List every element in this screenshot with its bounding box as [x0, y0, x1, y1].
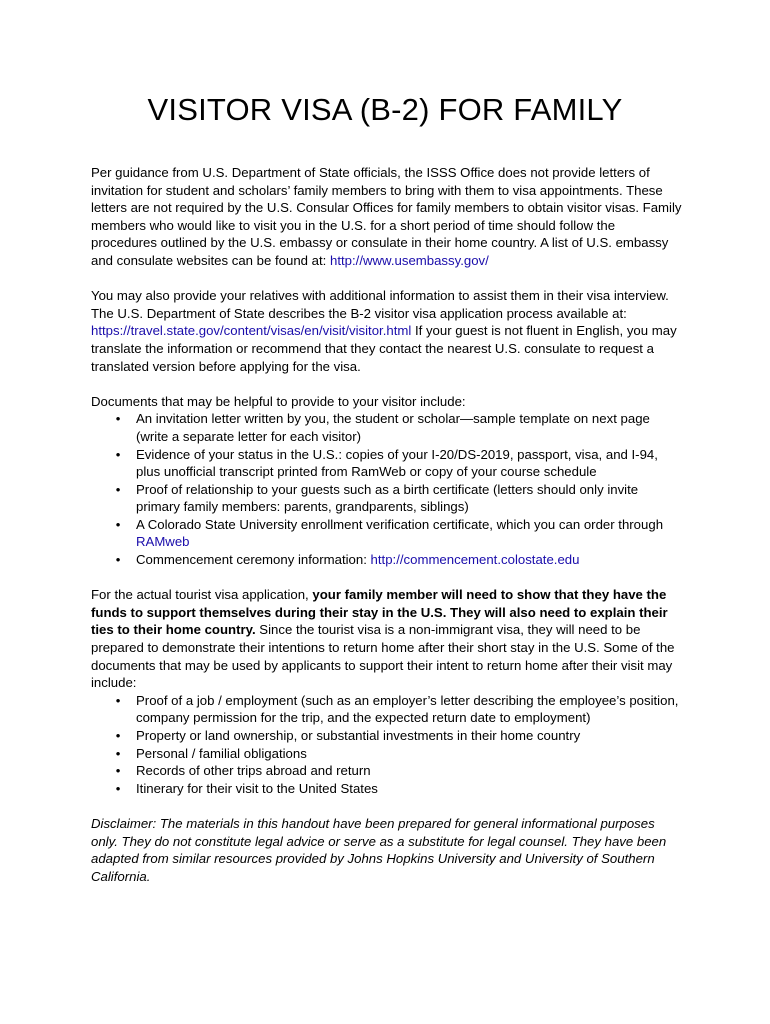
list-item	[91, 727, 683, 745]
list-item-text: A Colorado State University enrollment verification certificate, which you can order through	[136, 516, 664, 532]
documents-section	[91, 393, 683, 569]
list-item-text: Proof of relationship to your guests such as a birth certificate (letters should only invite primary family members: parents, grandparents, siblings)	[136, 481, 639, 515]
bullet-icon: •	[115, 552, 121, 568]
bullet-icon: •	[115, 446, 121, 462]
disclaimer: Disclaimer: The materials in this handout have been prepared for general informational purposes only. They do not constitute legal advice or serve as a substitute for legal counsel. They have been adapted from similar resources provided by Johns Hopkins University and University of Southern California.	[91, 815, 667, 884]
additional-info-text: You may also provide your relatives with additional information to assist them in their visa interview. The U.S. Department of State describes the B-2 visitor visa application process available at:	[91, 288, 669, 321]
list-item-text: Itinerary for their visit to the United States	[136, 780, 378, 796]
documents-intro: Documents that may be helpful to provide to your visitor include:	[91, 393, 466, 409]
list-item	[91, 446, 683, 481]
list-item	[91, 745, 683, 763]
list-item	[91, 516, 683, 551]
ties-list	[91, 692, 683, 798]
additional-info-text-after: If your guest is not fluent in English, you may translate the information or recommend that they contact the nearest U.S. consulate to request a translated version before applying for the visa.	[91, 323, 677, 374]
bullet-icon: •	[115, 692, 121, 708]
bullet-icon: •	[115, 411, 121, 427]
list-item	[91, 410, 683, 445]
travel-state-link[interactable]: https://travel.state.gov/content/visas/en/visit/visitor.html	[91, 323, 412, 339]
list-item	[91, 551, 683, 569]
additional-info-paragraph	[91, 287, 683, 375]
bullet-icon: •	[115, 481, 121, 497]
tourist-visa-rest: Since the tourist visa is a non-immigrant visa, they will need to be prepared to demonstrate their intentions to return home after their short stay in the U.S. Some of the documents that may be used by applicants to support their intent to return home after their visit may include:	[91, 622, 675, 691]
bullet-icon: •	[115, 516, 121, 532]
usembassy-link[interactable]: http://www.usembassy.gov/	[330, 252, 489, 268]
guidance-text: Per guidance from U.S. Department of State officials, the ISSS Office does not provide letters of invitation for student and scholars’ family members to bring with them to visa appointments. These letters are not required by the U.S. Consular Offices for family members to obtain visitor visas. Family members who would like to visit you in the U.S. for a short period of time should follow the procedures outlined by the U.S. embassy or consulate in their home country. A list of U.S. embassy and consulate websites can be found at:	[91, 165, 682, 268]
list-item	[91, 762, 683, 780]
commencement-link[interactable]: http://commencement.colostate.edu	[370, 552, 580, 568]
documents-list	[91, 410, 683, 568]
list-item-text: An invitation letter written by you, the student or scholar—sample template on next page (write a separate letter for each visitor)	[136, 411, 650, 444]
document-body	[91, 164, 683, 885]
page-title: VISITOR VISA (B-2) FOR FAMILY	[147, 92, 623, 127]
bullet-icon: •	[115, 780, 121, 796]
bullet-icon: •	[115, 728, 121, 743]
bullet-icon: •	[115, 745, 121, 761]
list-item	[91, 692, 683, 727]
list-item-text: Property or land ownership, or substantial investments in their home country	[136, 728, 581, 743]
list-item-text: Records of other trips abroad and return	[136, 763, 371, 779]
tourist-visa-lead: For the actual tourist visa application,	[91, 587, 313, 603]
list-item	[91, 780, 683, 798]
ramweb-link[interactable]: RAMweb	[136, 534, 190, 550]
list-item-text: Commencement ceremony information:	[136, 552, 371, 568]
list-item-text: Personal / familial obligations	[136, 745, 307, 761]
list-item	[91, 481, 683, 516]
tourist-visa-section	[91, 586, 683, 797]
tourist-visa-paragraph	[91, 586, 683, 692]
guidance-paragraph	[91, 164, 683, 270]
list-item-text: Proof of a job / employment (such as an employer’s letter describing the employee’s position, company permission for the trip, and the expected return date to employment)	[136, 692, 679, 726]
list-item-text: Evidence of your status in the U.S.: copies of your I-20/DS-2019, passport, visa, and I-94, plus unofficial transcript printed from RamWeb or copy of your course schedule	[136, 446, 658, 480]
tourist-visa-bold: your family member will need to show that they have the funds to support themselves during their stay in the U.S. They will also need to explain their ties to their home country.	[91, 587, 668, 638]
bullet-icon: •	[115, 763, 121, 779]
